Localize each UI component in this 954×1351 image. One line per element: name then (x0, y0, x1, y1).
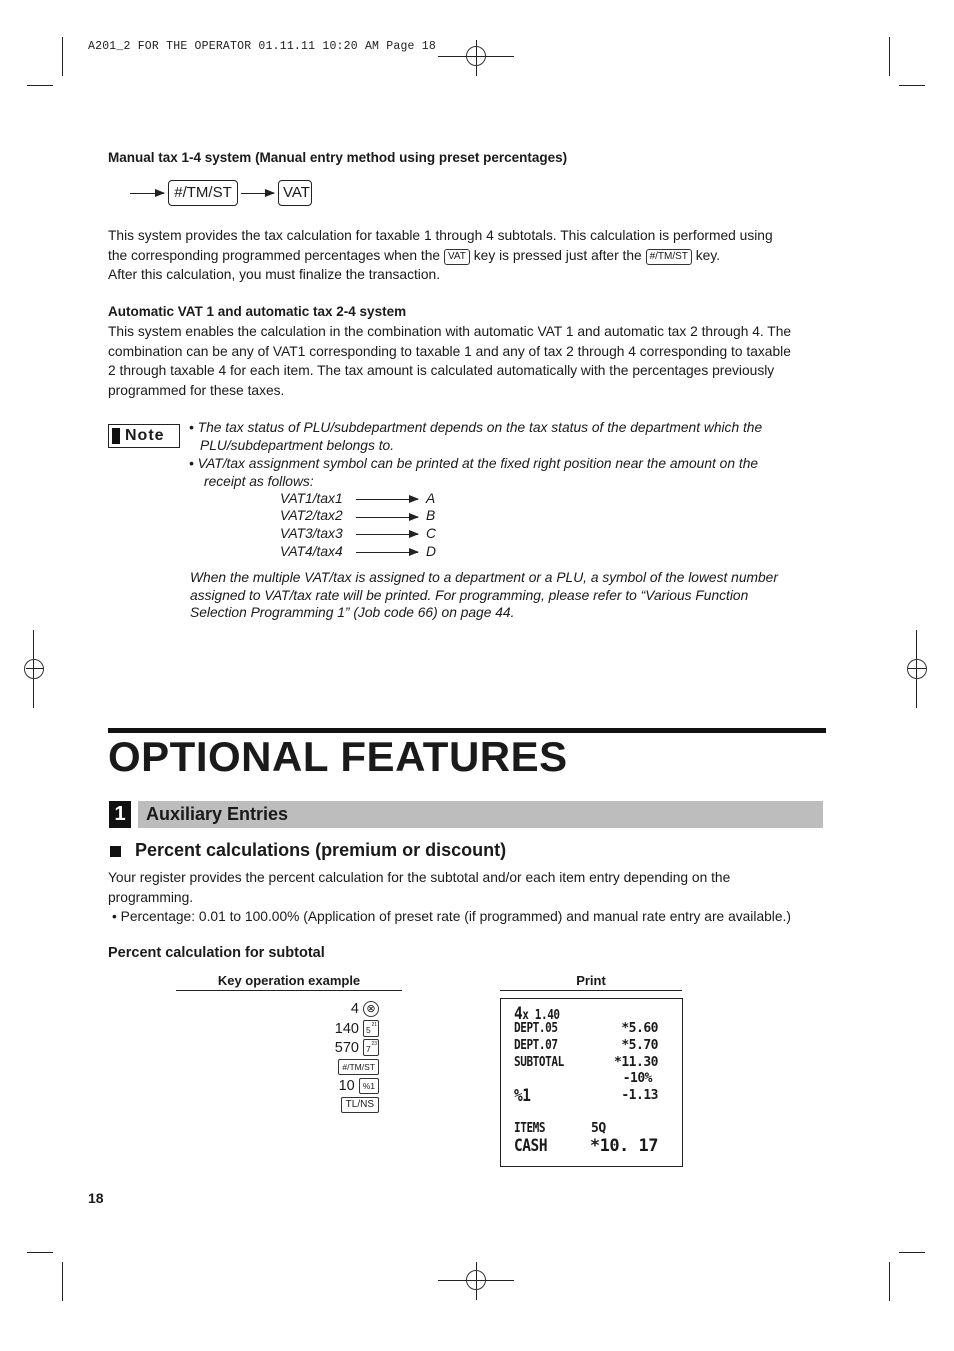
section-title: Auxiliary Entries (146, 804, 289, 824)
note-label: Note (125, 427, 165, 444)
receipt-line: DEPT.07 (514, 1038, 558, 1053)
flow-arrow-icon (241, 193, 274, 194)
receipt-amount: *5.70 (621, 1038, 658, 1053)
flow-arrow-icon (130, 193, 164, 194)
key-op-number: 4 (350, 1001, 359, 1017)
print-heading: Print (576, 973, 606, 988)
key-op-row (341, 1097, 379, 1113)
receipt-amount: -1.13 (621, 1088, 658, 1103)
note-label-box (108, 424, 180, 448)
dept-key: 23 7 (363, 1039, 379, 1056)
crop-mark (899, 1252, 925, 1253)
manual-tax-paragraph: This system provides the tax calculation for taxable 1 through 4 subtotals. This calculation is performed using the corresponding programmed percentages when the VAT key is pressed just after the #/TM/ST key. After this calculation, you must finalize the transaction. (108, 228, 773, 282)
key-op-heading: Key operation example (217, 973, 361, 988)
registration-mark-icon (466, 1270, 486, 1290)
manual-tax-heading: Manual tax 1-4 system (Manual entry method using preset percentages) (108, 150, 568, 165)
mapping-arrow-icon (356, 499, 418, 500)
crop-mark (889, 37, 890, 76)
mapping-arrow-icon (356, 534, 418, 535)
registration-mark-icon (466, 46, 486, 66)
receipt-amount: *11.30 (614, 1055, 658, 1070)
crop-mark (889, 1262, 890, 1301)
tm-st-key-inline: #/TM/ST (646, 249, 692, 265)
crop-mark (899, 85, 925, 86)
vat-mapping-to: B (426, 508, 436, 523)
square-bullet-icon (110, 846, 121, 857)
receipt-amount: -10% (622, 1071, 652, 1086)
tm-st-key: #/TM/ST (338, 1059, 379, 1075)
vat-key: VAT (278, 180, 312, 206)
receipt-line: DEPT.05 (514, 1021, 558, 1036)
percent-paragraph: Your register provides the percent calculation for the subtotal and/or each item entry depending on the programming. • Percentage: 0.01 to 100.00% (Application of preset rate (if programmed) and manual rate entry are available.) (108, 870, 791, 924)
receipt-line: SUBTOTAL (514, 1055, 564, 1070)
tl-ns-key: TL/NS (341, 1097, 379, 1113)
receipt-line: 4x 1.40 (514, 1004, 560, 1024)
vat-mapping-to: C (426, 526, 436, 541)
key-op-row (339, 1078, 379, 1094)
vat-mapping-to: A (426, 491, 436, 506)
vat-mapping-from: VAT4/tax4 (280, 544, 343, 559)
subsection-title: Percent calculations (premium or discount) (135, 840, 507, 860)
registration-mark-icon (907, 659, 927, 679)
auto-vat-heading: Automatic VAT 1 and automatic tax 2-4 system (108, 304, 407, 319)
receipt-line: %1 (514, 1086, 531, 1106)
key-op-rule (176, 990, 402, 991)
receipt-amount: *5.60 (621, 1021, 658, 1036)
vat-mapping-from: VAT1/tax1 (280, 491, 343, 506)
print-header: A201_2 FOR THE OPERATOR 01.11.11 10:20 AM Page 18 (88, 40, 436, 53)
note-paragraph: When the multiple VAT/tax is assigned to a department or a PLU, a symbol of the lowest number assigned to VAT/tax rate will be printed. For programming, please refer to “Various Function Selection Programming 1” (Job code 66) on page 44. (190, 570, 778, 620)
receipt-print (500, 998, 683, 1167)
key-op-number: 10 (338, 1078, 355, 1094)
receipt-amount: 5Q (591, 1121, 606, 1136)
crop-mark (27, 1252, 53, 1253)
registration-mark-icon (24, 659, 44, 679)
note-bullet-2: • VAT/tax assignment symbol can be printed at the fixed right position near the amount on the receipt as follows: (189, 456, 759, 489)
dept-key: 21 5 (363, 1020, 379, 1037)
example-heading: Percent calculation for subtotal (108, 945, 325, 961)
vat-mapping-to: D (426, 544, 436, 559)
note-bullet-1: • The tax status of PLU/subdepartment depends on the tax status of the department which the PLU/subdepartment belongs to. (189, 420, 763, 453)
crop-mark (62, 37, 63, 76)
receipt-line: CASH (514, 1136, 548, 1156)
page-number: 18 (88, 1190, 104, 1206)
key-op-row (338, 1059, 379, 1075)
page-title: OPTIONAL FEATURES (108, 733, 568, 780)
vat-key-inline: VAT (444, 249, 470, 265)
tm-st-key: #/TM/ST (168, 180, 238, 206)
key-op-number: 140 (334, 1020, 359, 1037)
vat-mapping-from: VAT3/tax3 (280, 526, 343, 541)
multiply-key: ⊗ (363, 1001, 379, 1017)
key-op-number: 570 (334, 1039, 359, 1056)
key-op-row (335, 1020, 379, 1037)
crop-mark (62, 1262, 63, 1301)
section-number: 1 (109, 801, 131, 828)
print-rule (500, 990, 682, 991)
auto-vat-paragraph: This system enables the calculation in the combination with automatic VAT 1 and automatic tax 2 through 4. The combination can be any of VAT1 corresponding to taxable 1 and any of tax 2 through 4 corresponding to taxable 2 through taxable 4 for each item. The tax amount is calculated automatically with the percentages previously programmed for these taxes. (108, 324, 792, 398)
receipt-line: ITEMS (514, 1121, 546, 1136)
note-marker-icon (112, 428, 120, 444)
vat-mapping-from: VAT2/tax2 (280, 508, 343, 523)
crop-mark (27, 85, 53, 86)
receipt-amount: *10. 17 (589, 1136, 658, 1156)
mapping-arrow-icon (356, 517, 418, 518)
percent-1-key: %1 (359, 1078, 379, 1094)
key-op-row (335, 1039, 379, 1056)
mapping-arrow-icon (356, 552, 418, 553)
key-op-row (351, 1001, 379, 1017)
